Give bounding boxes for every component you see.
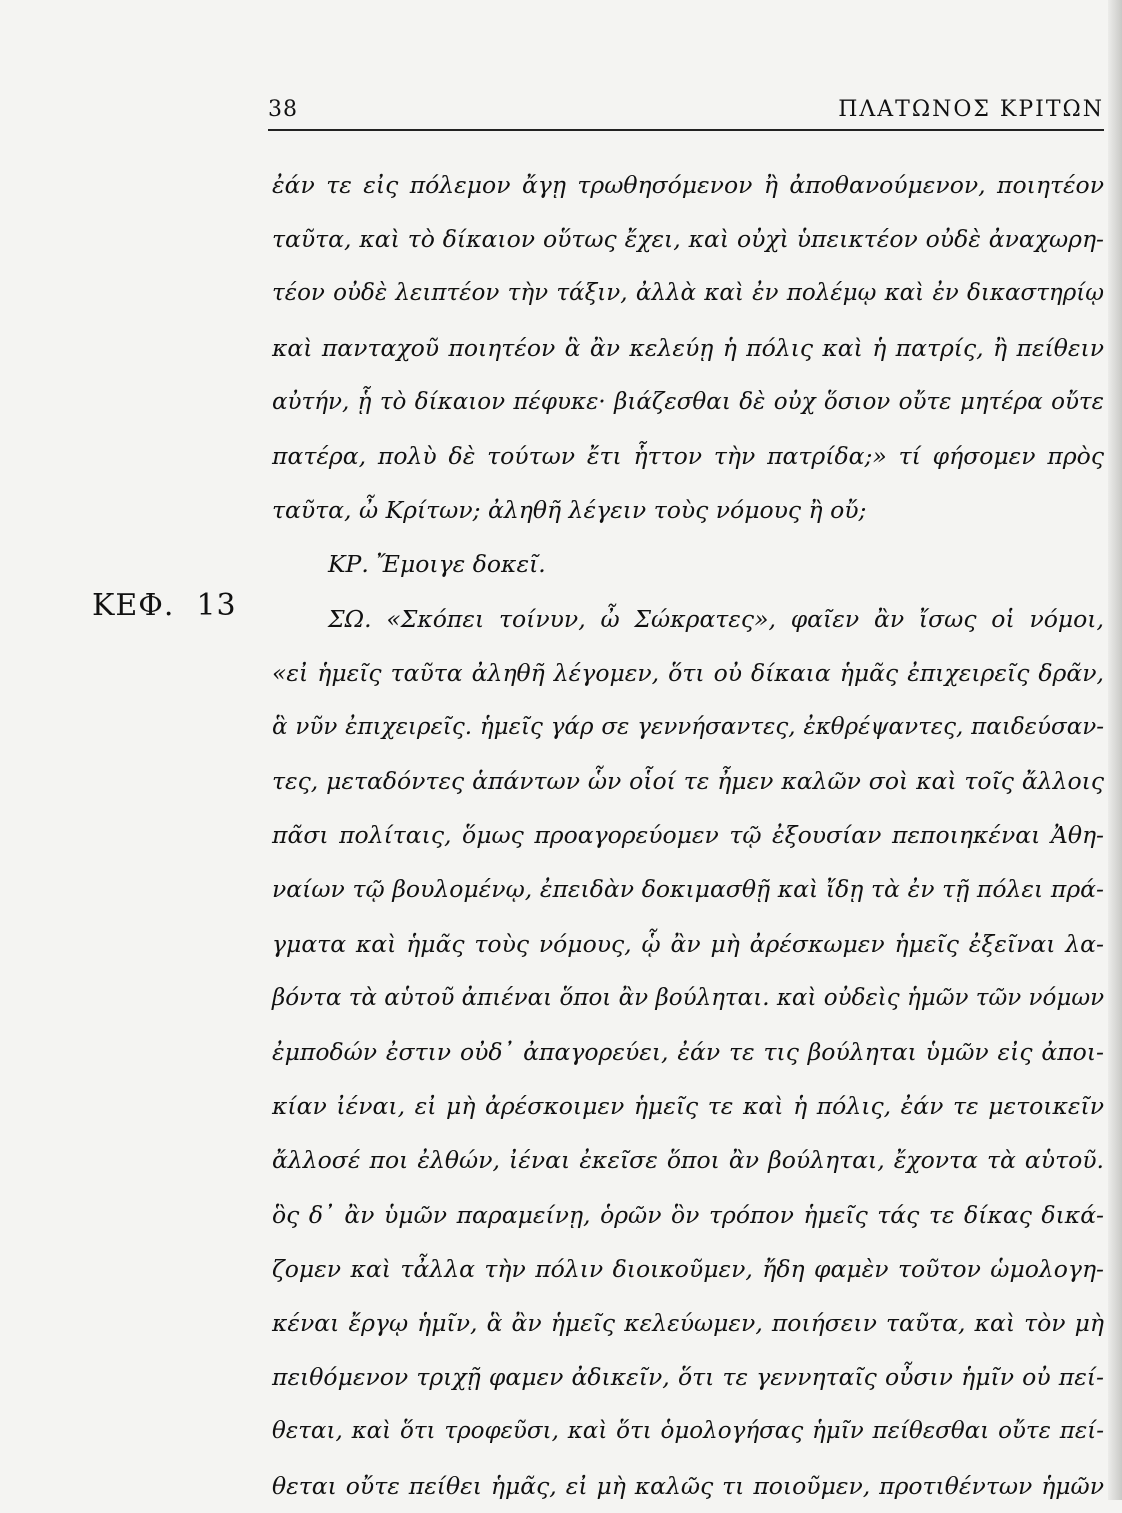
text-line: «εἰ ἡμεῖς ταῦτα ἀληθῆ λέγομεν, ὅτι οὐ δίκαια ἡμᾶς ἐπιχειρεῖς δρᾶν, (272, 658, 1104, 687)
body-text (272, 158, 1104, 1513)
text-line: πειθόμενον τριχῇ φαμεν ἀδικεῖν, ὅτι τε γεννηταῖς οὖσιν ἡμῖν οὐ πεί- (272, 1363, 1104, 1392)
text-line: πατέρα, πολὺ δὲ τούτων ἔτι ἧττον τὴν πατρίδα;» τί φήσομεν πρὸς (272, 441, 1104, 470)
speaker-line-socrates: ΣΩ. «Σκόπει τοίνυν, ὦ Σώκρατες», φαῖεν ἂν ἴσως οἱ νόμοι, (328, 604, 1104, 633)
text-line: θεται οὔτε πείθει ἡμᾶς, εἰ μὴ καλῶς τι ποιοῦμεν, προτιθέντων ἡμῶν (272, 1471, 1104, 1500)
text-line: τέον οὐδὲ λειπτέον τὴν τάξιν, ἀλλὰ καὶ ἐν πολέμῳ καὶ ἐν δικαστηρίῳ (272, 280, 1104, 307)
text-line: ταῦτα, καὶ τὸ δίκαιον οὕτως ἔχει, καὶ οὐχὶ ὑπεικτέον οὐδὲ ἀναχωρη- (272, 225, 1104, 254)
text-line: ταῦτα, ὦ Κρίτων; ἀληθῆ λέγειν τοὺς νόμους ἢ οὔ; (272, 496, 867, 525)
page-number: 38 (268, 97, 298, 122)
page-edge-shadow (1108, 0, 1122, 1500)
text-line: κέναι ἔργῳ ἡμῖν, ἃ ἂν ἡμεῖς κελεύωμεν, ποιήσειν ταῦτα, καὶ τὸν μὴ (272, 1308, 1104, 1337)
text-line: καὶ πανταχοῦ ποιητέον ἃ ἂν κελεύῃ ἡ πόλις καὶ ἡ πατρίς, ἢ πείθειν (272, 333, 1104, 362)
chapter-marker (92, 588, 237, 623)
text-line: γματα καὶ ἡμᾶς τοὺς νόμους, ᾧ ἂν μὴ ἀρέσκωμεν ἡμεῖς ἐξεῖναι λα- (272, 929, 1104, 958)
text-line: πᾶσι πολίταις, ὅμως προαγορεύομεν τῷ ἐξουσίαν πεποιηκέναι Ἀθη- (272, 821, 1104, 850)
chapter-number: 13 (196, 588, 237, 623)
text-line: κίαν ἰέναι, εἰ μὴ ἀρέσκοιμεν ἡμεῖς τε καὶ ἡ πόλις, ἐάν τε μετοικεῖν (272, 1092, 1104, 1121)
running-title: ΠΛΑΤΩΝΟΣ ΚΡΙΤΩΝ (838, 97, 1104, 122)
text-line: ἃ νῦν ἐπιχειρεῖς. ἡμεῖς γάρ σε γεννήσαντες, ἐκθρέψαντες, παιδεύσαν- (272, 713, 1104, 740)
text-line: τες, μεταδόντες ἁπάντων ὧν οἷοί τε ἦμεν καλῶν σοὶ καὶ τοῖς ἄλλοις (272, 767, 1104, 796)
text-line: αὐτήν, ᾗ τὸ δίκαιον πέφυκε· βιάζεσθαι δὲ οὐχ ὅσιον οὔτε μητέρα οὔτε (272, 388, 1104, 415)
text-line: ναίων τῷ βουλομένῳ, ἐπειδὰν δοκιμασθῇ καὶ ἴδῃ τὰ ἐν τῇ πόλει πρά- (272, 875, 1104, 904)
text-line: ζομεν καὶ τἆλλα τὴν πόλιν διοικοῦμεν, ἤδη φαμὲν τοῦτον ὡμολογη- (272, 1254, 1104, 1283)
text-line: θεται, καὶ ὅτι τροφεῦσι, καὶ ὅτι ὁμολογήσας ἡμῖν πείθεσθαι οὔτε πεί- (272, 1418, 1104, 1445)
text-line: ἄλλοσέ ποι ἐλθών, ἰέναι ἐκεῖσε ὅποι ἂν βούληται, ἔχοντα τὰ αὑτοῦ. (272, 1146, 1104, 1175)
speaker-line-kriton: ΚΡ. Ἔμοιγε δοκεῖ. (328, 550, 546, 579)
text-line: ἐάν τε εἰς πόλεμον ἄγῃ τρωθησόμενον ἢ ἀποθανούμενον, ποιητέον (272, 171, 1104, 199)
chapter-label: ΚΕΦ. (92, 588, 175, 623)
page-header (268, 95, 1104, 131)
text-line: ἐμποδών ἐστιν οὐδ᾽ ἀπαγορεύει, ἐάν τε τις βούληται ὑμῶν εἰς ἀποι- (272, 1038, 1104, 1066)
text-line: ὃς δ᾽ ἂν ὑμῶν παραμείνῃ, ὁρῶν ὃν τρόπον ἡμεῖς τάς τε δίκας δικά- (272, 1200, 1104, 1229)
text-line: βόντα τὰ αὑτοῦ ἀπιέναι ὅποι ἂν βούληται. καὶ οὐδεὶς ἡμῶν τῶν νόμων (272, 984, 1105, 1011)
